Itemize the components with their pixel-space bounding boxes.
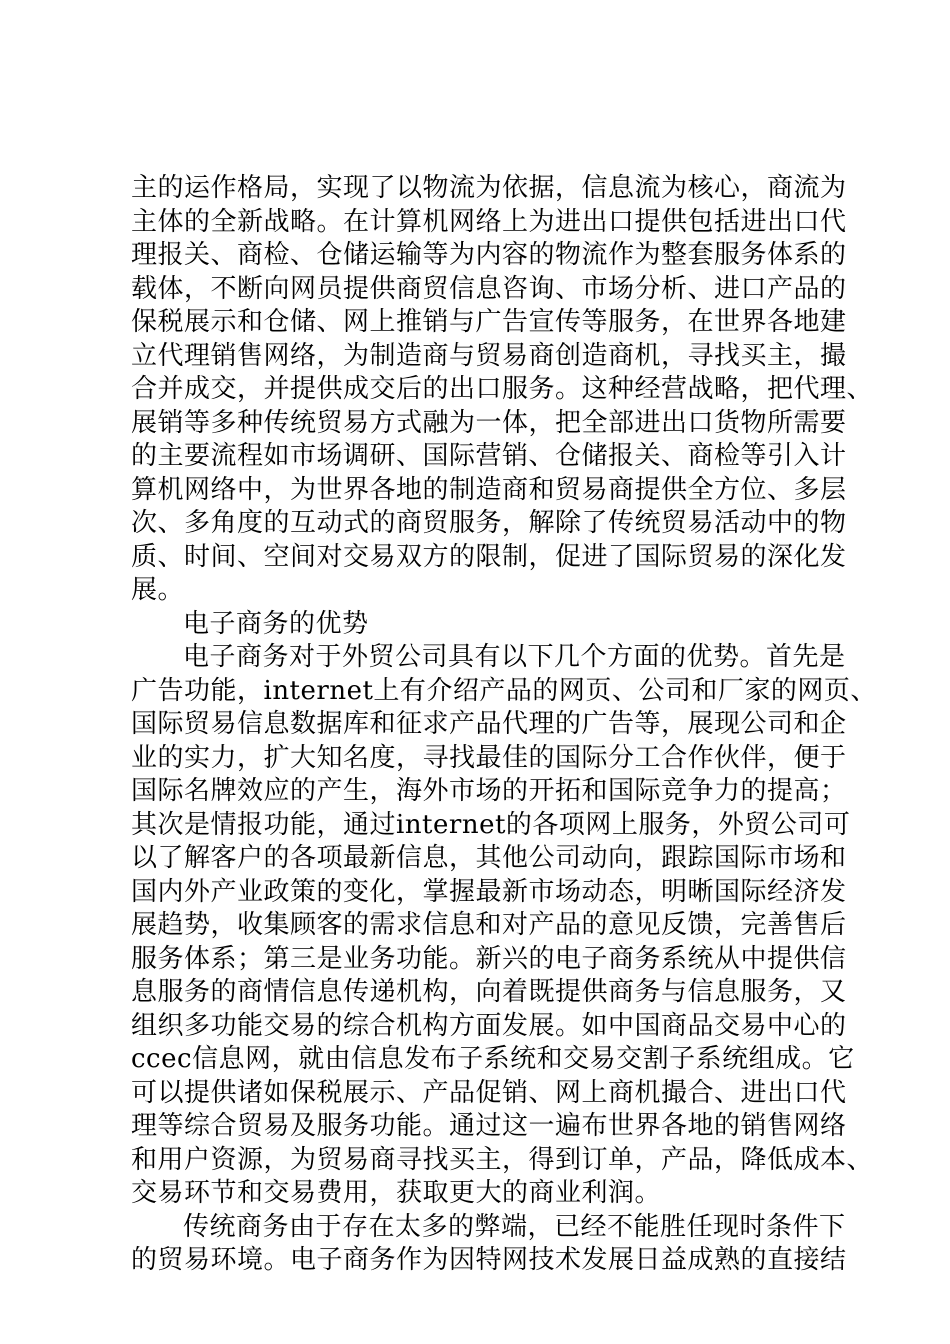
text-line: 电子商务的优势 xyxy=(183,608,369,639)
text-line: 合并成交，并提供成交后的出口服务。这种经营战略，把代理、 xyxy=(131,374,874,404)
text-line: 载体，不断向网员提供商贸信息咨询、市场分析、进口产品的 xyxy=(131,273,847,304)
text-line: 质、时间、空间对交易双方的限制，促进了国际贸易的深化发 xyxy=(131,541,847,572)
text-line: 服务体系；第三是业务功能。新兴的电子商务系统从中提供信 xyxy=(131,943,847,974)
text-line: 组织多功能交易的综合机构方面发展。如中国商品交易中心的 xyxy=(131,1010,847,1041)
text-line: 主体的全新战略。在计算机网络上为进出口提供包括进出口代 xyxy=(131,206,847,237)
text-line: 和用户资源，为贸易商寻找买主，得到订单，产品，降低成本、 xyxy=(131,1144,874,1175)
text-line: 展销等多种传统贸易方式融为一体，把全部进出口货物所需要 xyxy=(131,407,847,438)
text-line: 的主要流程如市场调研、国际营销、仓储报关、商检等引入计 xyxy=(131,441,847,471)
text-line: 展。 xyxy=(131,575,185,605)
text-line: 业的实力，扩大知名度，寻找最佳的国际分工合作伙伴，便于 xyxy=(131,742,847,773)
text-line: 传统商务由于存在太多的弊端，已经不能胜任现时条件下 xyxy=(183,1211,846,1242)
text-line: 国际贸易信息数据库和征求产品代理的广告等，展现公司和企 xyxy=(131,709,847,739)
text-line: 交易环节和交易费用，获取更大的商业利润。 xyxy=(131,1178,662,1208)
text-line: 理报关、商检、仓储运输等为内容的物流作为整套服务体系的 xyxy=(131,240,847,270)
text-line: 的贸易环境。电子商务作为因特网技术发展日益成熟的直接结 xyxy=(131,1245,847,1275)
text-line: 其次是情报功能，通过internet的各项网上服务，外贸公司可 xyxy=(131,809,851,840)
text-line: 立代理销售网络，为制造商与贸易商创造商机，寻找买主，撮 xyxy=(131,340,847,371)
text-line: 以了解客户的各项最新信息，其他公司动向，跟踪国际市场和 xyxy=(131,843,847,873)
text-line: 广告功能，internet上有介绍产品的网页、公司和厂家的网页、 xyxy=(131,675,877,706)
text-line: 保税展示和仓储、网上推销与广告宣传等服务，在世界各地建 xyxy=(131,307,847,337)
text-line: 电子商务对于外贸公司具有以下几个方面的优势。首先是 xyxy=(183,642,846,672)
text-line: 主的运作格局，实现了以物流为依据，信息流为核心，商流为 xyxy=(131,173,847,203)
text-line: 国际名牌效应的产生，海外市场的开拓和国际竞争力的提高； xyxy=(131,776,847,806)
text-line: 息服务的商情信息传递机构，向着既提供商务与信息服务，又 xyxy=(131,977,847,1007)
text-line: 次、多角度的互动式的商贸服务，解除了传统贸易活动中的物 xyxy=(131,508,847,538)
text-line: ccec信息网，就由信息发布子系统和交易交割子系统组成。它 xyxy=(131,1044,855,1074)
text-line: 展趋势，收集顾客的需求信息和对产品的意见反馈，完善售后 xyxy=(131,910,847,940)
text-line: 算机网络中，为世界各地的制造商和贸易商提供全方位、多层 xyxy=(131,474,847,505)
text-line: 理等综合贸易及服务功能。通过这一遍布世界各地的销售网络 xyxy=(131,1111,847,1141)
text-line: 可以提供诸如保税展示、产品促销、网上商机撮合、进出口代 xyxy=(131,1077,847,1108)
document-body-text xyxy=(131,172,877,1278)
text-line: 国内外产业政策的变化，掌握最新市场动态，明晰国际经济发 xyxy=(131,876,847,907)
